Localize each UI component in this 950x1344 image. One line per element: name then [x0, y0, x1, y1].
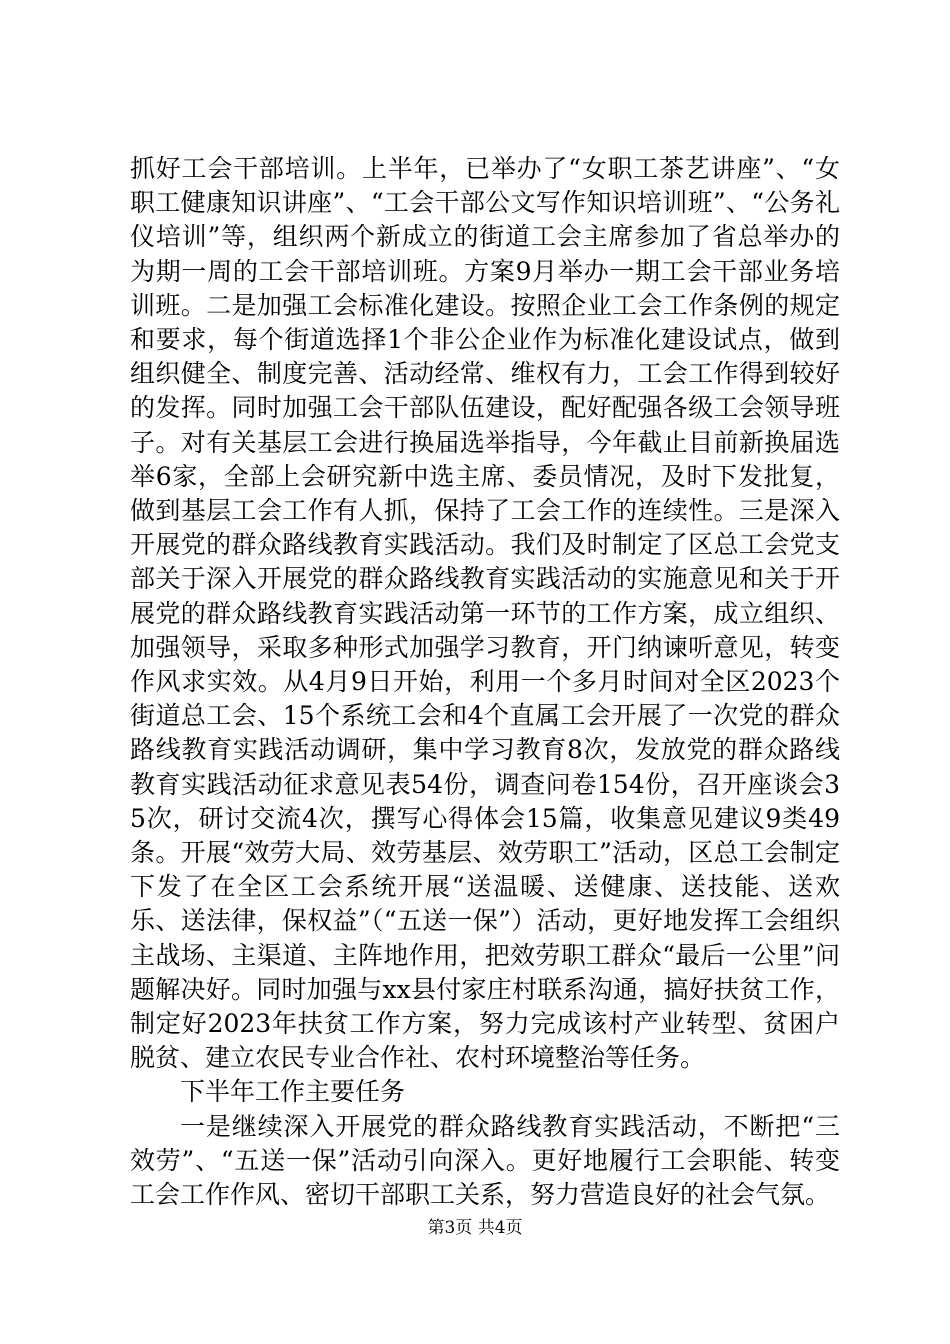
- body-paragraph: 一是继续深入开展党的群众路线教育实践活动，不断把“三效劳”、“五送一保”活动引向深入。更好地履行工会职能、转变工会工作作风、密切干部职工关系，努力营造良好的社会气氛。: [130, 1111, 840, 1210]
- page-footer: 第3页 共4页: [427, 1218, 523, 1238]
- section-heading: 下半年工作主要任务: [180, 1077, 406, 1107]
- document-body: [130, 152, 840, 1212]
- body-paragraph: 抓好工会干部培训。上半年，已举办了“女职工茶艺讲座”、“女职工健康知识讲座”、“工会干部公文写作知识培训班”、“公务礼仪培训”等，组织两个新成立的街道工会主席参加了省总举办的为期一周的工会干部培训班。方案9月举办一期工会干部业务培训班。二是加强工会标准化建设。按照企业工会工作条例的规定和要求，每个街道选择1个非公企业作为标准化建设试点，做到组织健全、制度完善、活动经常、维权有力，工会工作得到较好的发挥。同时加强工会干部队伍建设，配好配强各级工会领导班子。对有关基层工会进行换届选举指导，今年截止目前新换届选举6家，全部上会研究新中选主席、委员情况，及时下发批复，做到基层工会工作有人抓，保持了工会工作的连续性。三是深入开展党的群众路线教育实践活动。我们及时制定了区总工会党支部关于深入开展党的群众路线教育实践活动的实施意见和关于开展党的群众路线教育实践活动第一环节的工作方案，成立组织、加强领导，采取多种形式加强学习教育，开门纳谏听意见，转变作风求实效。从4月9日开始，利用一个多月时间对全区2023个街道总工会、15个系统工会和4个直属工会开展了一次党的群众路线教育实践活动调研，集中学习教育8次，发放党的群众路线教育实践活动征求意见表54份，调查问卷154份，召开座谈会35次，研讨交流4次，撰写心得体会15篇，收集意见建议9类49条。开展“效劳大局、效劳基层、效劳职工”活动，区总工会制定下发了在全区工会系统开展“送温暖、送健康、送技能、送欢乐、送法律，保权益”（“五送一保”）活动，更好地发挥工会组织主战场、主渠道、主阵地作用，把效劳职工群众“最后一公里”问题解决好。同时加强与xx县付家庄村联系沟通，搞好扶贫工作，制定好2023年扶贫工作方案，努力完成该村产业转型、贫困户脱贫、建立农民专业合作社、农村环境整治等任务。: [130, 154, 840, 1073]
